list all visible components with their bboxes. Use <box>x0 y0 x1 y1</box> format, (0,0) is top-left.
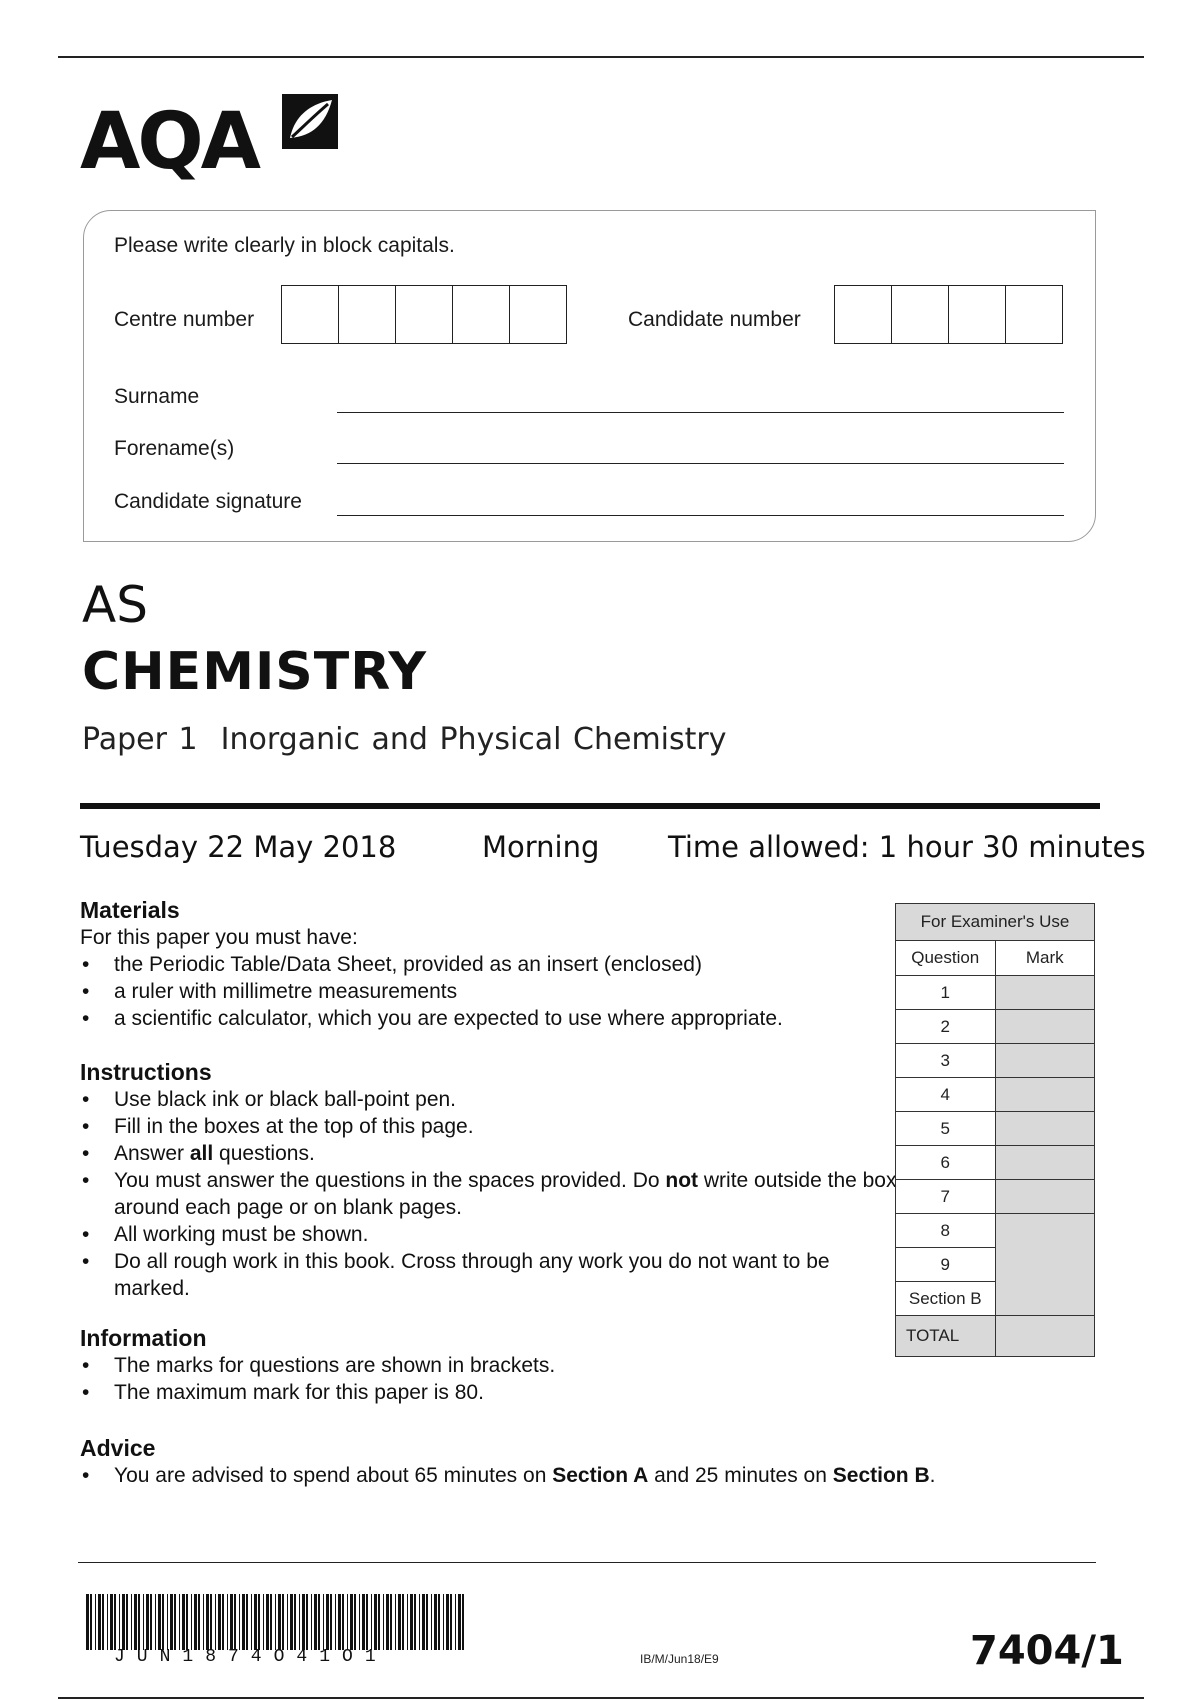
barcode-bar <box>287 1594 288 1650</box>
aqa-logo-text: AQA <box>80 97 259 187</box>
barcode-bar <box>458 1594 461 1650</box>
barcode-bar <box>179 1594 180 1650</box>
barcode-bar <box>266 1594 269 1650</box>
barcode-bar <box>402 1594 404 1650</box>
barcode-bar <box>198 1594 200 1650</box>
barcode-bar <box>426 1594 428 1650</box>
barcode-bar <box>350 1594 353 1650</box>
barcode-bar <box>335 1594 336 1650</box>
materials-item: • a ruler with millimetre measurements <box>80 978 900 1005</box>
exam-session: Morning <box>482 830 600 864</box>
barcode-bar <box>239 1594 240 1650</box>
barcode-bar <box>263 1594 264 1650</box>
information-list <box>80 1352 900 1406</box>
barcode-bar <box>326 1594 329 1650</box>
barcode-bar <box>222 1594 224 1650</box>
mark-cell <box>995 1044 1095 1078</box>
question-number: 1 <box>896 976 996 1010</box>
qualification-level: AS <box>82 576 148 634</box>
question-number: 8 <box>896 1214 996 1248</box>
barcode-bar <box>102 1594 104 1650</box>
materials-heading: Materials <box>80 897 180 923</box>
candidate-number-boxes[interactable] <box>834 285 1063 344</box>
mark-cell <box>995 1214 1095 1316</box>
barcode-bar <box>294 1594 296 1650</box>
candidate-number-label: Candidate number <box>628 308 801 331</box>
instruction-item: • Do all rough work in this book. Cross through any work you do not want to be marked. <box>80 1248 900 1302</box>
barcode-bar <box>278 1594 281 1650</box>
barcode-bar <box>431 1594 432 1650</box>
barcode-bar <box>342 1594 344 1650</box>
centre-number-box[interactable] <box>510 286 566 343</box>
barcode-bar <box>359 1594 360 1650</box>
barcode-bar <box>203 1594 204 1650</box>
barcode-bar <box>258 1594 260 1650</box>
barcode-bar <box>86 1594 89 1650</box>
barcode-bar <box>270 1594 272 1650</box>
barcode-bar <box>246 1594 248 1650</box>
footer-rule <box>78 1562 1096 1563</box>
instructions-heading: Instructions <box>80 1059 212 1085</box>
mark-cell <box>995 976 1095 1010</box>
instruction-item: • Use black ink or black ball-point pen. <box>80 1086 900 1113</box>
barcode-bar <box>362 1594 365 1650</box>
centre-number-box[interactable] <box>282 286 339 343</box>
instructions-list <box>80 1086 900 1302</box>
signature-field[interactable] <box>337 515 1064 516</box>
top-rule <box>58 56 1144 58</box>
barcode-bar <box>134 1594 137 1650</box>
mark-cell <box>995 1112 1095 1146</box>
advice-section <box>80 1435 1100 1489</box>
question-column-header: Question <box>896 941 996 976</box>
centre-number-box[interactable] <box>453 286 510 343</box>
barcode-bar <box>422 1594 425 1650</box>
question-number: 2 <box>896 1010 996 1044</box>
barcode-bar <box>119 1594 120 1650</box>
total-mark-cell <box>995 1316 1095 1357</box>
paper-title: Paper 1 Inorganic and Physical Chemistry <box>82 722 727 757</box>
barcode-bar <box>191 1594 192 1650</box>
barcode-bar <box>98 1594 101 1650</box>
barcode-bar <box>194 1594 197 1650</box>
barcode-bar <box>275 1594 276 1650</box>
aqa-logo <box>80 88 350 188</box>
barcode-bar <box>126 1594 128 1650</box>
centre-number-box[interactable] <box>396 286 453 343</box>
barcode-bar <box>395 1594 396 1650</box>
barcode-bar <box>354 1594 356 1650</box>
subject-title: CHEMISTRY <box>82 642 428 702</box>
question-number: 7 <box>896 1180 996 1214</box>
mark-cell <box>995 1010 1095 1044</box>
heading-rule <box>80 803 1100 809</box>
barcode-bar <box>143 1594 144 1650</box>
barcode-bar <box>218 1594 221 1650</box>
barcode-bar <box>338 1594 341 1650</box>
barcode-bar <box>215 1594 216 1650</box>
time-allowed: Time allowed: 1 hour 30 minutes <box>668 830 1146 864</box>
mark-cell <box>995 1146 1095 1180</box>
barcode-bar <box>282 1594 284 1650</box>
advice-item: • You are advised to spend about 65 minutes on Section A and 25 minutes on Section B. <box>80 1462 1100 1489</box>
barcode-bar <box>311 1594 312 1650</box>
barcode-bar <box>446 1594 449 1650</box>
barcode-bar <box>150 1594 152 1650</box>
examiner-table-row <box>896 1044 1095 1078</box>
information-heading: Information <box>80 1325 207 1351</box>
barcode-text: JUN1874O41O1 <box>114 1647 388 1667</box>
signature-label: Candidate signature <box>114 490 302 513</box>
barcode-bar <box>330 1594 332 1650</box>
question-number: Section B <box>896 1282 996 1316</box>
materials-section <box>80 897 900 1032</box>
barcode-bar <box>230 1594 233 1650</box>
examiner-table-row <box>896 1078 1095 1112</box>
barcode-bar <box>371 1594 372 1650</box>
barcode-bar <box>182 1594 185 1650</box>
barcode-bar <box>398 1594 401 1650</box>
total-label: TOTAL <box>896 1316 996 1357</box>
candidate-number-box[interactable] <box>949 286 1006 343</box>
barcode-bar <box>366 1594 368 1650</box>
information-item: • The marks for questions are shown in brackets. <box>80 1352 900 1379</box>
examiner-table-row <box>896 976 1095 1010</box>
barcode-bar <box>462 1594 464 1650</box>
barcode-bar <box>210 1594 212 1650</box>
barcode-bar <box>306 1594 308 1650</box>
instruction-item: • All working must be shown. <box>80 1221 900 1248</box>
barcode-bar <box>419 1594 420 1650</box>
barcode-bar <box>107 1594 108 1650</box>
barcode-bar <box>290 1594 293 1650</box>
barcode-bar <box>323 1594 324 1650</box>
paper-reference: IB/M/Jun18/E9 <box>640 1652 719 1666</box>
centre-number-boxes[interactable] <box>281 285 567 344</box>
barcode-bar <box>407 1594 408 1650</box>
barcode-bar <box>90 1594 92 1650</box>
materials-intro: For this paper you must have: <box>80 926 358 949</box>
barcode-bar <box>114 1594 116 1650</box>
barcode-bar <box>167 1594 168 1650</box>
materials-list <box>80 951 900 1032</box>
examiners-use-table <box>895 903 1095 1357</box>
barcode-bar <box>434 1594 437 1650</box>
question-number: 4 <box>896 1078 996 1112</box>
barcode-bar <box>110 1594 113 1650</box>
barcode-bar <box>162 1594 164 1650</box>
centre-number-label: Centre number <box>114 308 255 331</box>
surname-label: Surname <box>114 385 200 408</box>
forename-label: Forename(s) <box>114 437 235 460</box>
barcode-bar <box>122 1594 125 1650</box>
surname-field[interactable] <box>337 412 1064 413</box>
examiner-table-row <box>896 1180 1095 1214</box>
barcode-bar <box>170 1594 173 1650</box>
examiner-table-row <box>896 1010 1095 1044</box>
advice-list <box>80 1462 1100 1489</box>
barcode-bar <box>378 1594 380 1650</box>
barcode-bar <box>186 1594 188 1650</box>
materials-item: • a scientific calculator, which you are expected to use where appropriate. <box>80 1005 900 1032</box>
candidate-number-box[interactable] <box>892 286 949 343</box>
barcode-bar <box>131 1594 132 1650</box>
question-number: 9 <box>896 1248 996 1282</box>
barcode-bar <box>443 1594 444 1650</box>
barcode <box>86 1594 470 1650</box>
barcode-bar <box>302 1594 305 1650</box>
exam-date: Tuesday 22 May 2018 <box>80 830 397 864</box>
barcode-bar <box>158 1594 161 1650</box>
total-row <box>896 1316 1095 1357</box>
barcode-bar <box>155 1594 156 1650</box>
barcode-bar <box>455 1594 456 1650</box>
candidate-number-box[interactable] <box>835 286 892 343</box>
barcode-bar <box>347 1594 348 1650</box>
barcode-bar <box>174 1594 176 1650</box>
paper-code: 7404/1 <box>970 1628 1124 1674</box>
advice-heading: Advice <box>80 1435 156 1461</box>
examiner-table-row <box>896 1214 1095 1248</box>
instructions-section <box>80 1059 900 1302</box>
forename-field[interactable] <box>337 463 1064 464</box>
block-capitals-instruction: Please write clearly in block capitals. <box>114 234 455 257</box>
centre-number-box[interactable] <box>339 286 396 343</box>
barcode-bar <box>410 1594 413 1650</box>
instruction-item: • Answer all questions. <box>80 1140 900 1167</box>
barcode-bar <box>242 1594 245 1650</box>
barcode-bar <box>206 1594 209 1650</box>
barcode-bar <box>251 1594 252 1650</box>
barcode-bar <box>314 1594 317 1650</box>
examiner-table-row <box>896 1146 1095 1180</box>
question-number: 6 <box>896 1146 996 1180</box>
barcode-bar <box>299 1594 300 1650</box>
barcode-bar <box>227 1594 228 1650</box>
bottom-rule <box>58 1697 1144 1699</box>
question-number: 3 <box>896 1044 996 1078</box>
information-item: • The maximum mark for this paper is 80. <box>80 1379 900 1406</box>
barcode-bar <box>146 1594 149 1650</box>
examiner-table-row <box>896 1112 1095 1146</box>
mark-cell <box>995 1078 1095 1112</box>
candidate-number-box[interactable] <box>1006 286 1062 343</box>
barcode-bar <box>95 1594 96 1650</box>
barcode-bar <box>374 1594 377 1650</box>
barcode-bar <box>450 1594 452 1650</box>
barcode-bar <box>234 1594 236 1650</box>
barcode-bar <box>254 1594 257 1650</box>
barcode-bar <box>390 1594 392 1650</box>
mark-column-header: Mark <box>995 941 1095 976</box>
examiners-use-title: For Examiner's Use <box>896 904 1095 941</box>
barcode-bar <box>414 1594 416 1650</box>
information-section <box>80 1325 900 1406</box>
instruction-item: • You must answer the questions in the spaces provided. Do not write outside the box around each page or on blank pages. <box>80 1167 900 1221</box>
leaf-icon <box>282 94 338 149</box>
materials-item: • the Periodic Table/Data Sheet, provided as an insert (enclosed) <box>80 951 900 978</box>
barcode-bar <box>318 1594 320 1650</box>
mark-cell <box>995 1180 1095 1214</box>
barcode-bar <box>438 1594 440 1650</box>
barcode-bar <box>138 1594 140 1650</box>
barcode-bar <box>386 1594 389 1650</box>
barcode-bar <box>383 1594 384 1650</box>
question-number: 5 <box>896 1112 996 1146</box>
instruction-item: • Fill in the boxes at the top of this page. <box>80 1113 900 1140</box>
